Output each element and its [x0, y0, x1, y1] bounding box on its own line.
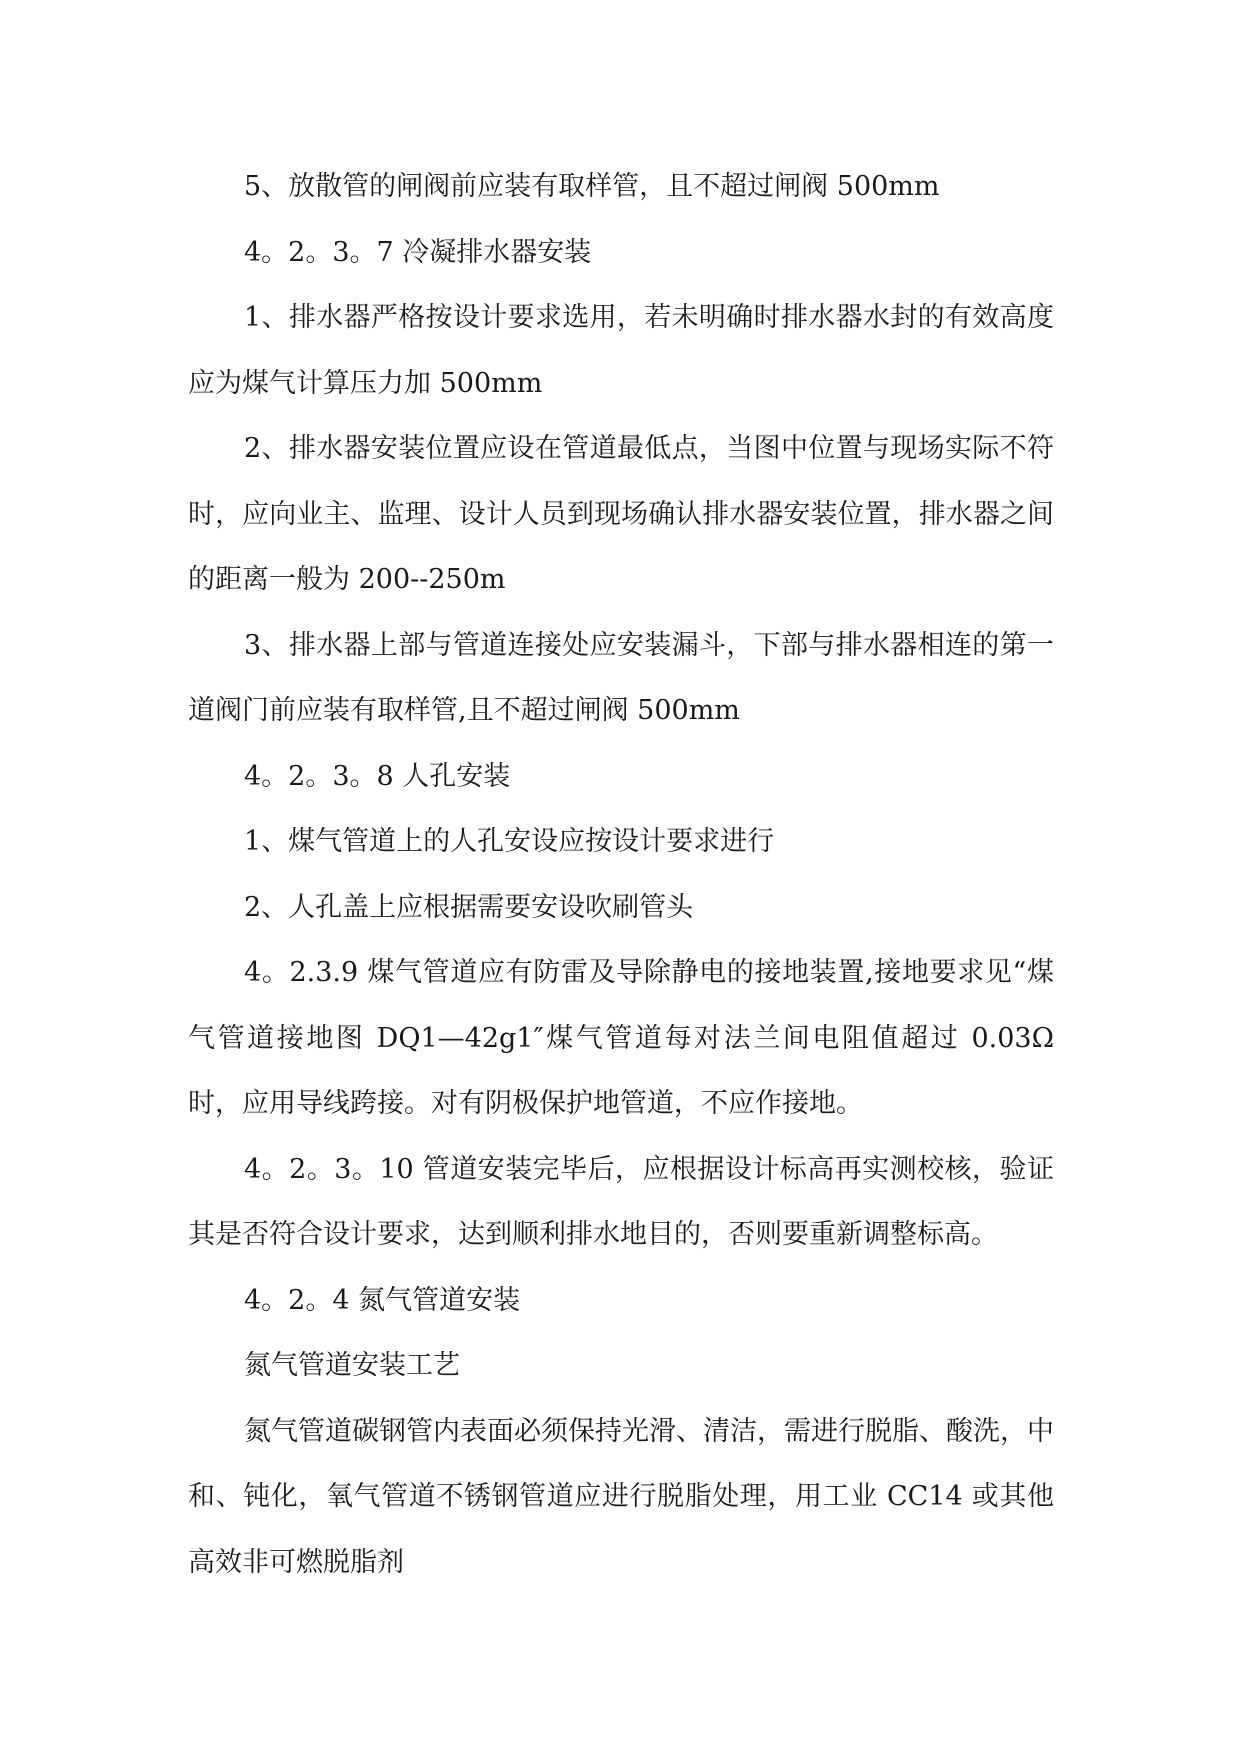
paragraph: 3、排水器上部与管道连接处应安装漏斗，下部与排水器相连的第一道阀门前应装有取样管,且不超过闸阀 500mm — [188, 629, 1054, 726]
section-heading: 4。2。3。7 冷凝排水器安装 — [244, 236, 592, 268]
paragraph: 2、人孔盖上应根据需要安设吹刷管头 — [244, 891, 694, 923]
paragraph: 2、排水器安装位置应设在管道最低点，当图中位置与现场实际不符时，应向业主、监理、设计人员到现场确认排水器安装位置，排水器之间的距离一般为 200--250m — [188, 433, 1054, 595]
subsection-heading: 氮气管道安装工艺 — [244, 1350, 460, 1381]
paragraph: 1、排水器严格按设计要求选用，若未明确时排水器水封的有效高度应为煤气计算压力加 500mm — [188, 302, 1054, 399]
section-heading: 4。2。3。8 人孔安装 — [244, 760, 511, 792]
paragraph: 氮气管道碳钢管内表面必须保持光滑、清洁，需进行脱脂、酸洗，中和、钝化，氧气管道不锈钢管道应进行脱脂处理，用工业 CC14 或其他高效非可燃脱脂剂 — [188, 1415, 1054, 1578]
section-heading: 4。2。4 氮气管道安装 — [244, 1284, 521, 1316]
paragraph: 4。2.3.9 煤气管道应有防雷及导除静电的接地装置,接地要求见“煤气管道接地图 DQ1—42g1″煤气管道每对法兰间电阻值超过 0.03Ω 时，应用导线跨接。对有阴极保护地管道，不应作接地。 — [188, 957, 1054, 1119]
paragraph: 5、放散管的闸阀前应装有取样管，且不超过闸阀 500mm — [244, 171, 940, 202]
paragraph: 4。2。3。10 管道安装完毕后，应根据设计标高再实测校核，验证其是否符合设计要求，达到顺利排水地目的，否则要重新调整标高。 — [188, 1153, 1054, 1250]
document-body — [188, 154, 1054, 1595]
paragraph: 1、煤气管道上的人孔安设应按设计要求进行 — [244, 826, 775, 857]
